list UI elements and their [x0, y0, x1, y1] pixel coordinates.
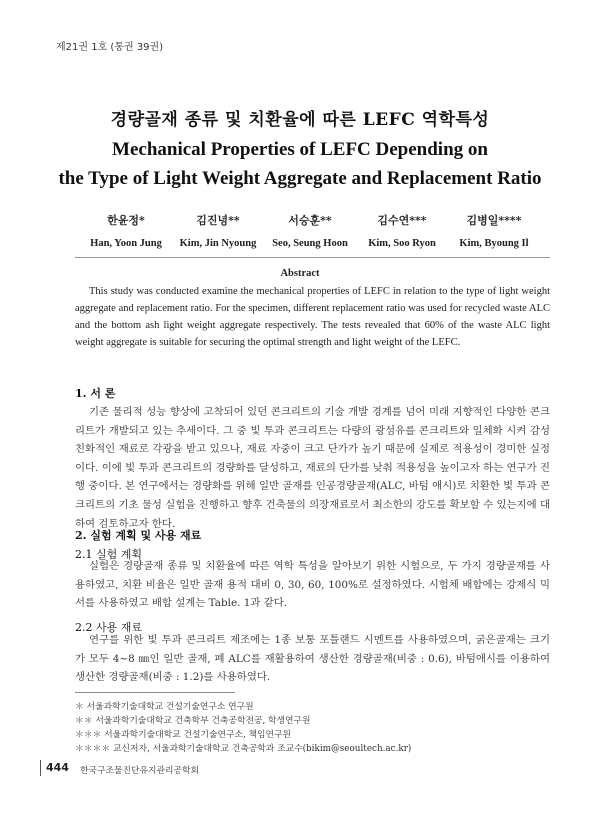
- footnote: ＊＊＊＊ 교신저자, 서울과학기술대학교 건축공학과 조교수(bikim@seoultech.ac.kr): [75, 744, 412, 754]
- title-korean: 경량골재 종류 및 치환율에 따른 LEFC 역학특성: [110, 110, 490, 130]
- issue-label: 제21권 1호 (통권 39권): [56, 42, 164, 53]
- section-2-1-title: 2.1 실험 계획: [75, 548, 142, 561]
- section-2-1-text: 실험은 경량골재 종류 및 치환율에 따른 역학 특성을 알아보기 위한 시험으로, 두 가지 경량골재를 사용하였고, 치환 비율은 일반 골재 용적 대비 0, 30, 60, 100%로 설정하였다. 시험체 배합에는 강제식 믹서를 사용하였고 배합 설계는 Table. 1과 같다.: [75, 560, 550, 610]
- journal-name: 한국구조물진단유지관리공학회: [80, 766, 199, 776]
- author-ko: 김수연***: [377, 214, 427, 227]
- author-en: Kim, Jin Nyoung: [179, 238, 257, 249]
- author-ko: 김병일****: [466, 214, 522, 227]
- section-2-title: 2. 실험 계획 및 사용 재료: [75, 529, 202, 542]
- author-en: Seo, Seung Hoon: [272, 238, 348, 249]
- page-number: 444: [46, 761, 69, 774]
- author-en: Han, Yoon Jung: [90, 238, 162, 249]
- footnote: ＊ 서울과학기술대학교 건설기술연구소 연구원: [75, 702, 254, 712]
- title-english-line1: Mechanical Properties of LEFC Depending on: [112, 139, 488, 160]
- section-1-title: 1. 서 론: [75, 387, 116, 400]
- section-2-2-title: 2.2 사용 재료: [75, 621, 142, 634]
- footnote-divider: [75, 692, 235, 693]
- title-english: [0, 135, 600, 193]
- author-ko: 김진녕**: [196, 214, 240, 227]
- author-en: Kim, Byoung Il: [459, 238, 529, 249]
- author-names-korean: [80, 212, 540, 228]
- footnote: ＊＊ 서울과학기술대학교 건축학부 건축공학전공, 학생연구원: [75, 716, 311, 726]
- section-1-text: 기존 물리적 성능 향상에 고착되어 있던 콘크리트의 기술 개발 경계를 넘어 미래 지향적인 다양한 콘크리트가 개발되고 있는 추세이다. 그 중 빛 투과 콘크리트는 다량의 광섬유를 콘크리트와 일체화 시켜 감성친화적인 재료로 각광을 받고 있으나, 재료 자중이 크고 단가가 높기 때문에 실제로 적용성이 경미한 실정이다. 이에 빛 투과 콘크리트의 경량화를 달성하고, 재료의 단가를 낮춰 적용성을 높이고자 하는 연구가 진행 중이다. 본 연구에서는 경량화를 위해 일반 골재를 인공경량골재(ALC, 바텀 애시)로 치환한 빛 투과 콘크리트의 기초 물성 실험을 진행하고 향후 건축물의 의장재료로서 최소한의 강도를 확보할 수 있는지에 대하여 검토하고자 한다.: [75, 406, 550, 530]
- author-ko: 한윤정*: [107, 214, 145, 227]
- abstract-heading: Abstract: [280, 268, 320, 279]
- author-list: [80, 212, 540, 249]
- author-names-english: [80, 238, 540, 249]
- footnote: ＊＊＊ 서울과학기술대학교 건설기술연구소, 책임연구원: [75, 730, 292, 740]
- footer-bar: [40, 760, 41, 776]
- author-en: Kim, Soo Ryon: [368, 238, 436, 249]
- section-2-2-text: 연구를 위한 빛 투과 콘크리트 제조에는 1종 보통 포틀랜드 시멘트를 사용하였으며, 굵은골재는 크기가 모두 4~8 ㎜인 일반 골재, 폐 ALC를 재활용하여 생산한 경량골재(비중 : 0.6), 바텀애시를 이용하여 생산한 경량골재(비중 : 1.2)를 사용하였다.: [75, 634, 550, 684]
- author-ko: 서승훈**: [288, 214, 332, 227]
- title-english-line2: the Type of Light Weight Aggregate and Replacement Ratio: [58, 168, 542, 189]
- divider: [75, 257, 550, 258]
- abstract-text: This study was conducted examine the mechanical properties of LEFC in relation to the type of light weight aggregate and replacement ratio. For the specimen, different replacement ratio was used for recycled waste ALC and the bottom ash light weight aggregate respectively. The tests revealed that 60% of the waste ALC light weight aggregate is suitable for securing the optimal strength and light weight of the LEFC.: [75, 286, 550, 348]
